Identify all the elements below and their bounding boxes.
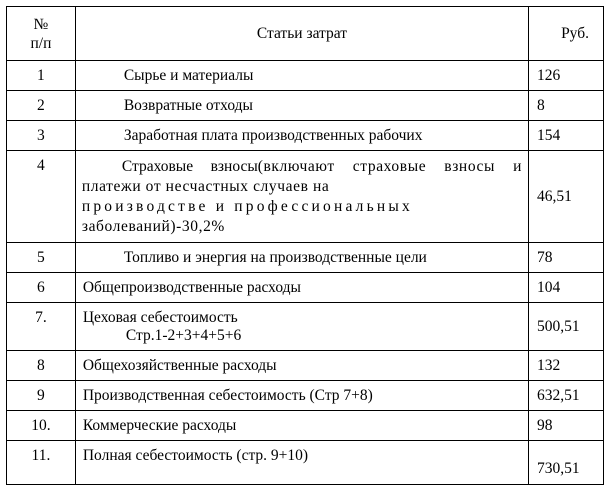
shop-cost-formula: Стр.1-2+3+4+5+6: [125, 327, 242, 344]
table-row: [7, 411, 604, 441]
row-label: Производственная себестоимость (Стр 7+8): [75, 381, 528, 411]
table-row: [7, 441, 604, 485]
row-label: Возвратные отходы: [75, 91, 528, 121]
row-value: 8: [529, 91, 604, 121]
row-label: Заработная плата производственных рабочих: [75, 121, 528, 151]
row-label: Общепроизводственные расходы: [75, 273, 528, 303]
table-row: [7, 303, 604, 351]
row-number: 8: [7, 351, 76, 381]
table-row: [7, 273, 604, 303]
row-number: 7.: [7, 303, 76, 351]
header-cost-items: Статьи затрат: [75, 7, 528, 61]
shop-cost-label: Цеховая себестоимость: [82, 309, 238, 326]
row-number: 6: [7, 273, 76, 303]
row-value: 632,51: [529, 381, 604, 411]
insurance-description: (включают страховые взносы и платежи от несчастных случаев на: [81, 158, 523, 195]
row-value: 104: [529, 273, 604, 303]
insurance-description-line: производстве и профессиональных: [81, 198, 413, 215]
row-label: Сырье и материалы: [75, 61, 528, 91]
table-row: [7, 121, 604, 151]
row-number: 10.: [7, 411, 76, 441]
row-value: 98: [529, 411, 604, 441]
cost-items-table: [6, 6, 604, 485]
table-row: [7, 91, 604, 121]
insurance-heading: Страховые взносы: [121, 158, 258, 175]
row-value: 78: [529, 243, 604, 273]
header-rubles: Руб.: [529, 7, 604, 61]
row-value: 126: [529, 61, 604, 91]
insurance-description-end: заболеваний)-30,2%: [81, 218, 225, 235]
header-number-symbol: №: [33, 15, 49, 33]
row-value: 500,51: [529, 303, 604, 351]
row-value: 154: [529, 121, 604, 151]
row-value: 730,51: [529, 441, 604, 485]
table-header-row: [7, 7, 604, 61]
row-number: 4: [7, 151, 76, 243]
row-number: 5: [7, 243, 76, 273]
row-label: [75, 303, 528, 351]
row-number: 3: [7, 121, 76, 151]
row-label: Полная себестоимость (стр. 9+10): [75, 441, 528, 485]
row-label: Общехозяйственные расходы: [75, 351, 528, 381]
row-value: 132: [529, 351, 604, 381]
row-number: 2: [7, 91, 76, 121]
row-label-insurance: [75, 151, 528, 243]
row-number: 9: [7, 381, 76, 411]
row-number: 11.: [7, 441, 76, 485]
table-row: [7, 151, 604, 243]
table-row: [7, 61, 604, 91]
table-row: [7, 351, 604, 381]
header-number-abbrev: п/п: [30, 34, 52, 52]
row-number: 1: [7, 61, 76, 91]
row-value: 46,51: [529, 151, 604, 243]
table-row: [7, 381, 604, 411]
table-row: [7, 243, 604, 273]
row-label: Топливо и энергия на производственные цели: [75, 243, 528, 273]
header-number: [7, 7, 76, 61]
row-label: Коммерческие расходы: [75, 411, 528, 441]
